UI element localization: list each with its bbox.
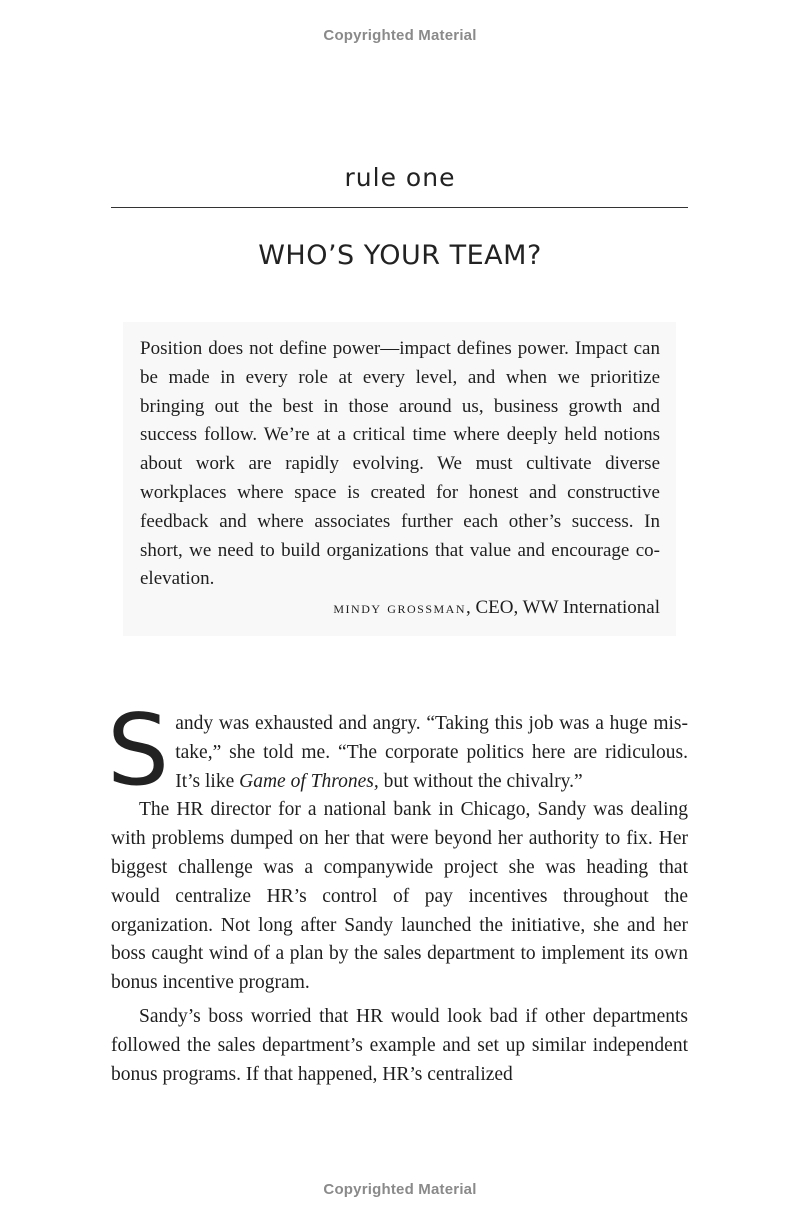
chapter-label: rule one: [344, 163, 456, 192]
chapter-divider: [111, 207, 688, 208]
epigraph-box: [123, 322, 676, 636]
drop-cap: S: [107, 694, 170, 808]
chapter-title: WHO’S YOUR TEAM?: [258, 240, 542, 271]
copyright-watermark-bottom: Copyrighted Material: [323, 1181, 477, 1198]
body-paragraph-1-start: andy was exhausted and angry. “Taking this job was a huge mistake,” she told me. “The corporate politics here are ridiculous. It’s like: [175, 713, 688, 792]
body-paragraph-2: The HR director for a national bank in Chicago, Sandy was dealing with problems dumped on her that were beyond her authority to fix. Her biggest challenge was a companywide project she was heading that would centralize HR’s control of pay incentives throughout the organization. Not long after Sandy launched the initiative, she and her boss caught wind of a plan by the sales department to implement its own bonus incentive program.: [111, 799, 688, 994]
epigraph-quote: Position does not define power—impact defines power. Impact can be made in every role at every level, and when we prioritize bringing out the best in those around us, business growth and success follow. We’re at a critical time where deeply held notions about work are rapidly evolving. We must cultivate diverse workplaces where space is created for honest and constructive feedback and where associates further each other’s success. In short, we need to build organizations that value and encourage co-elevation.: [140, 338, 660, 590]
body-text: [107, 694, 688, 1089]
book-title-italic: Game of Thrones,: [239, 770, 379, 792]
body-paragraph-1: [107, 694, 688, 808]
epigraph-attribution: [140, 594, 660, 622]
body-paragraph-1-end: but without the chivalry.”: [378, 770, 583, 792]
epigraph-author-title: , CEO, WW International: [466, 597, 660, 619]
epigraph-author: mindy grossman: [333, 598, 466, 618]
body-paragraph-3: Sandy’s boss worried that HR would look bad if other departments followed the sales department’s example and set up similar independent bonus programs. If that happened, HR’s centralized: [111, 1005, 688, 1085]
copyright-watermark-top: Copyrighted Material: [323, 27, 477, 44]
